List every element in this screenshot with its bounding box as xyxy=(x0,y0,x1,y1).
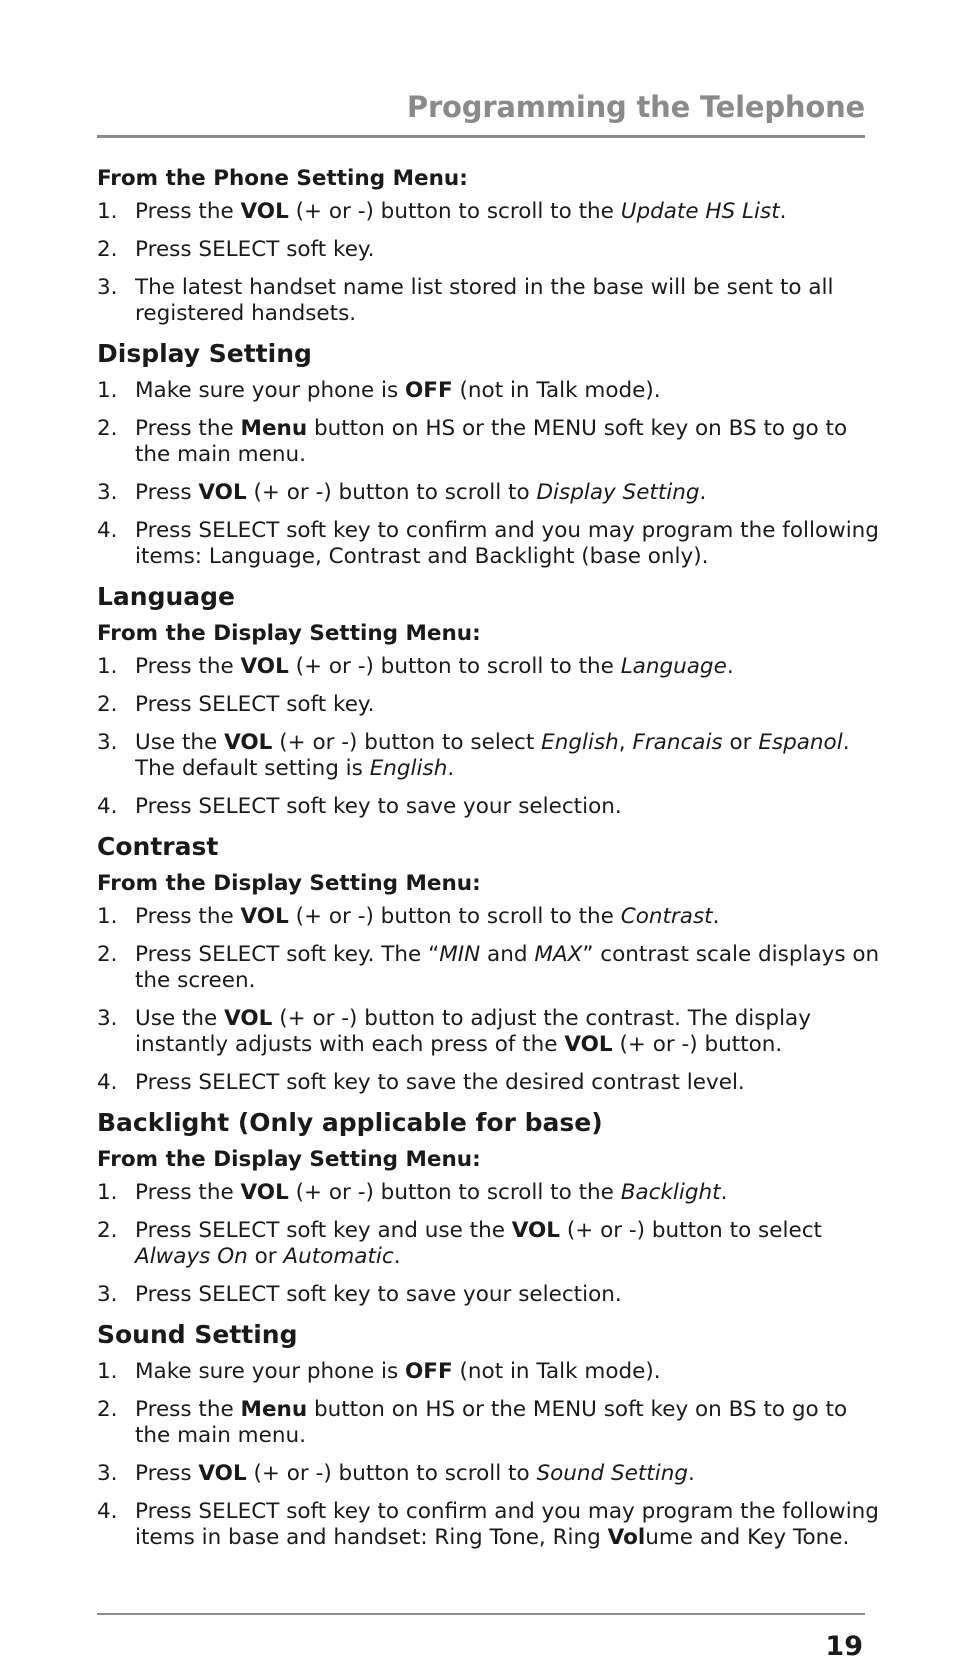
section-heading: Sound Setting xyxy=(97,1320,298,1349)
page-number: 19 xyxy=(825,1631,863,1662)
step-text: Use the xyxy=(135,1006,225,1031)
step-list xyxy=(97,1359,884,1551)
step-text: Press the xyxy=(135,199,241,224)
step-item xyxy=(97,1397,884,1449)
step-keyword: Vol xyxy=(607,1525,646,1550)
step-menu-item: Automatic xyxy=(283,1244,394,1269)
step-text: Press xyxy=(135,480,199,505)
step-keyword: VOL xyxy=(511,1218,561,1243)
step-text: Make sure your phone is xyxy=(135,378,406,403)
step-text: Press the xyxy=(135,1180,241,1205)
footer-divider xyxy=(97,1613,865,1615)
step-list xyxy=(97,199,884,327)
step-keyword: VOL xyxy=(198,480,247,505)
step-text: Press xyxy=(135,1461,199,1486)
step-text: and xyxy=(480,942,535,967)
step-item xyxy=(97,692,884,718)
step-item xyxy=(97,1359,884,1385)
step-menu-item: MAX xyxy=(534,942,583,967)
step-item xyxy=(97,199,884,225)
section-heading: Display Setting xyxy=(97,339,312,368)
step-list xyxy=(97,654,884,820)
step-number: 1. xyxy=(97,654,118,679)
step-text: (+ or -) button to scroll to the xyxy=(288,1180,621,1205)
step-text: ” contrast scale displays on the screen. xyxy=(135,942,880,993)
step-item xyxy=(97,275,884,327)
step-text: Use the xyxy=(135,730,225,755)
section-heading: Backlight (Only applicable for base) xyxy=(97,1108,603,1137)
step-number: 1. xyxy=(97,1359,118,1384)
step-number: 3. xyxy=(97,1282,118,1307)
step-text: Press SELECT soft key to save your selection. xyxy=(135,1282,622,1307)
step-number: 1. xyxy=(97,378,118,403)
step-text: (+ or -) button to select xyxy=(560,1218,822,1243)
step-number: 2. xyxy=(97,692,118,717)
menu-subheading: From the Display Setting Menu: xyxy=(97,621,481,646)
step-item xyxy=(97,237,884,263)
section xyxy=(97,832,884,1096)
step-text: Press the xyxy=(135,904,241,929)
step-item xyxy=(97,1180,884,1206)
section xyxy=(97,166,884,327)
step-text: (not in Talk mode). xyxy=(452,378,661,403)
step-text: (+ or -) button to select xyxy=(272,730,542,755)
step-menu-item: English xyxy=(541,730,619,755)
step-item xyxy=(97,1218,884,1270)
step-text: button on HS or the MENU soft key on BS to go to the main menu. xyxy=(135,416,848,467)
step-item xyxy=(97,904,884,930)
step-number: 4. xyxy=(97,794,118,819)
step-number: 1. xyxy=(97,199,118,224)
step-menu-item: Espanol xyxy=(758,730,843,755)
step-item xyxy=(97,1282,884,1308)
section xyxy=(97,1108,884,1308)
step-number: 3. xyxy=(97,480,118,505)
step-keyword: VOL xyxy=(198,1461,247,1486)
step-item xyxy=(97,730,884,782)
menu-subheading: From the Display Setting Menu: xyxy=(97,1147,481,1172)
step-text: (+ or -) button to scroll to the xyxy=(288,654,621,679)
step-item xyxy=(97,378,884,404)
step-text: Press SELECT soft key to save the desired contrast level. xyxy=(135,1070,745,1095)
step-text: Press SELECT soft key. xyxy=(135,237,375,262)
step-keyword: VOL xyxy=(240,654,289,679)
step-number: 2. xyxy=(97,1218,118,1243)
step-item xyxy=(97,416,884,468)
step-text: ume and Key Tone. xyxy=(645,1525,850,1550)
step-keyword: VOL xyxy=(240,904,289,929)
step-menu-item: MIN xyxy=(439,942,481,967)
step-text: (+ or -) button to scroll to the xyxy=(288,904,621,929)
step-menu-item: Contrast xyxy=(620,904,713,929)
section xyxy=(97,582,884,820)
step-menu-item: Sound Setting xyxy=(536,1461,688,1486)
step-number: 3. xyxy=(97,275,118,300)
step-text: or xyxy=(247,1244,284,1269)
page-header-title: Programming the Telephone xyxy=(406,90,865,124)
section-heading: Language xyxy=(97,582,236,611)
step-text: . xyxy=(779,199,787,224)
step-list xyxy=(97,904,884,1096)
menu-subheading: From the Phone Setting Menu: xyxy=(97,166,468,191)
step-text: . The default setting is xyxy=(135,730,850,781)
step-item xyxy=(97,518,884,570)
step-text: . xyxy=(447,756,455,781)
step-text: Press the xyxy=(135,416,241,441)
step-item xyxy=(97,480,884,506)
step-number: 2. xyxy=(97,942,118,967)
menu-subheading: From the Display Setting Menu: xyxy=(97,871,481,896)
step-text: (+ or -) button to scroll to the xyxy=(288,199,621,224)
step-text: . xyxy=(720,1180,728,1205)
step-text: , xyxy=(618,730,633,755)
step-text: (+ or -) button to adjust the contrast. The display instantly adjusts with each press of the xyxy=(135,1006,811,1057)
step-text: . xyxy=(393,1244,401,1269)
step-number: 1. xyxy=(97,1180,118,1205)
step-text: Press SELECT soft key. xyxy=(135,692,375,717)
step-item xyxy=(97,794,884,820)
step-keyword: Menu xyxy=(240,416,308,441)
step-text: Press SELECT soft key. The “ xyxy=(135,942,440,967)
step-menu-item: English xyxy=(369,756,448,781)
step-text: Press SELECT soft key and use the xyxy=(135,1218,512,1243)
page-content xyxy=(97,166,884,1563)
step-item xyxy=(97,942,884,994)
step-number: 3. xyxy=(97,1006,118,1031)
step-menu-item: Francais xyxy=(632,730,723,755)
step-text: (+ or -) button. xyxy=(612,1032,783,1057)
step-item xyxy=(97,654,884,680)
step-text: The latest handset name list stored in the base will be sent to all registered handsets. xyxy=(135,275,834,326)
step-keyword: VOL xyxy=(564,1032,613,1057)
step-item xyxy=(97,1070,884,1096)
step-text: Make sure your phone is xyxy=(135,1359,406,1384)
step-text: (+ or -) button to scroll to xyxy=(246,1461,537,1486)
section xyxy=(97,339,884,570)
step-text: . xyxy=(688,1461,695,1486)
step-number: 4. xyxy=(97,1499,118,1524)
step-number: 1. xyxy=(97,904,118,929)
step-menu-item: Display Setting xyxy=(536,480,700,505)
step-text: or xyxy=(722,730,759,755)
step-menu-item: Backlight xyxy=(620,1180,721,1205)
step-text: (+ or -) button to scroll to xyxy=(246,480,537,505)
step-keyword: VOL xyxy=(224,1006,273,1031)
step-keyword: OFF xyxy=(405,378,453,403)
step-keyword: VOL xyxy=(240,1180,289,1205)
step-item xyxy=(97,1461,884,1487)
section xyxy=(97,1320,884,1551)
step-number: 4. xyxy=(97,518,118,543)
step-item xyxy=(97,1499,884,1551)
step-menu-item: Update HS List xyxy=(620,199,780,224)
step-keyword: VOL xyxy=(224,730,273,755)
step-keyword: VOL xyxy=(240,199,289,224)
step-list xyxy=(97,378,884,570)
step-number: 2. xyxy=(97,416,118,441)
step-menu-item: Always On xyxy=(135,1244,248,1269)
step-text: . xyxy=(726,654,734,679)
step-keyword: Menu xyxy=(240,1397,308,1422)
step-item xyxy=(97,1006,884,1058)
step-keyword: OFF xyxy=(405,1359,453,1384)
step-text: button on HS or the MENU soft key on BS to go to the main menu. xyxy=(135,1397,848,1448)
step-text: Press SELECT soft key to save your selection. xyxy=(135,794,622,819)
step-text: Press the xyxy=(135,654,241,679)
step-text: . xyxy=(712,904,720,929)
step-menu-item: Language xyxy=(620,654,727,679)
step-number: 3. xyxy=(97,730,118,755)
step-number: 4. xyxy=(97,1070,118,1095)
step-list xyxy=(97,1180,884,1308)
step-text: (not in Talk mode). xyxy=(452,1359,661,1384)
step-text: . xyxy=(699,480,707,505)
header-divider xyxy=(97,135,865,138)
step-number: 2. xyxy=(97,1397,118,1422)
step-number: 2. xyxy=(97,237,118,262)
step-text: Press SELECT soft key to confirm and you may program the following items: Language, Contrast and Backlight (base only). xyxy=(135,518,879,569)
step-text: Press the xyxy=(135,1397,241,1422)
step-number: 3. xyxy=(97,1461,118,1486)
section-heading: Contrast xyxy=(97,832,219,861)
step-text: Press SELECT soft key to confirm and you may program the following items in base and handset: Ring Tone, Ring xyxy=(135,1499,879,1550)
